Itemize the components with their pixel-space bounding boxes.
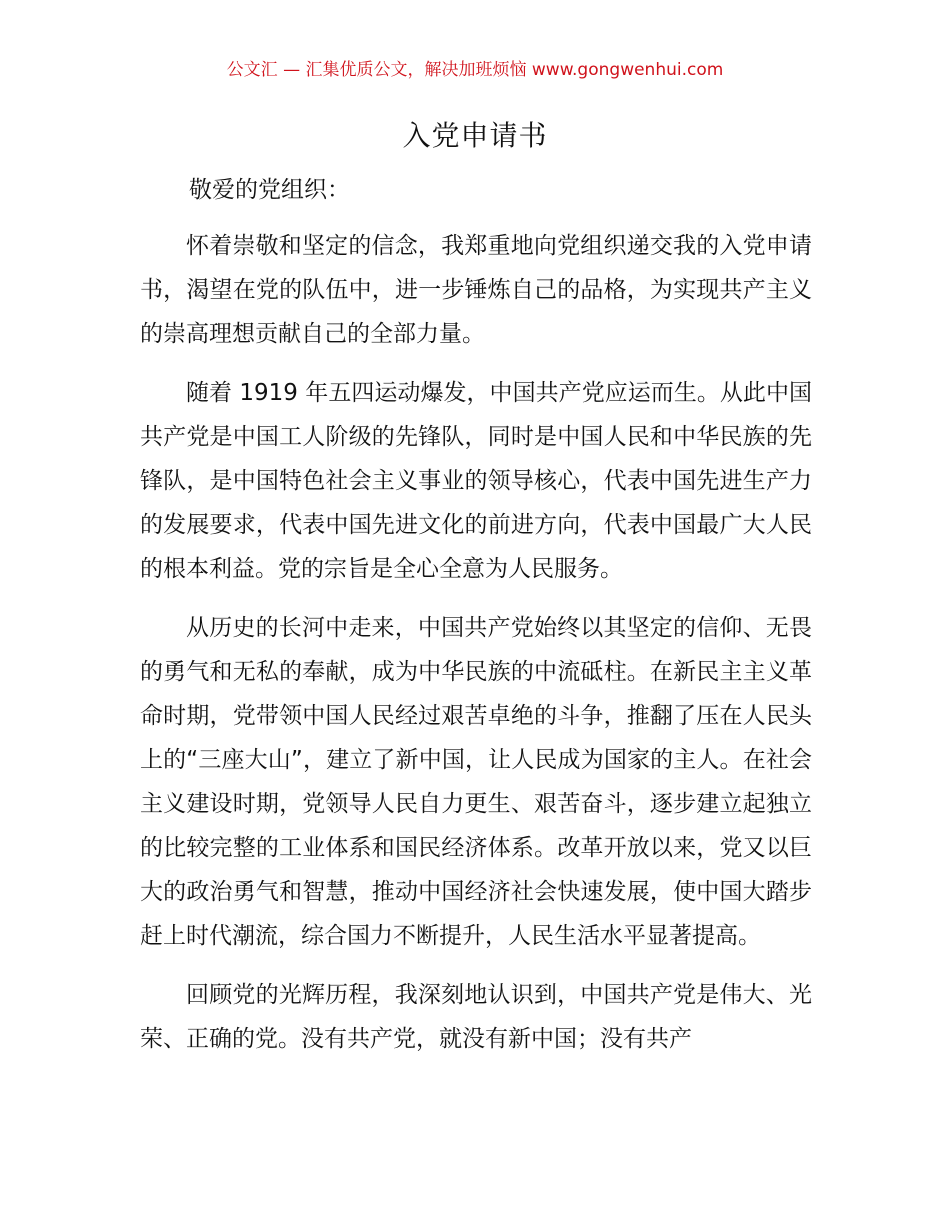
paragraph-3: 从历史的长河中走来，中国共产党始终以其坚定的信仰、无畏的勇气和无私的奉献，成为中华民族的中流砥柱。在新民主主义革命时期，党带领中国人民经过艰苦卓绝的斗争，推翻了压在人民头上的“三座大山”，建立了新中国，让人民成为国家的主人。在社会主义建设时期，党领导人民自力更生、艰苦奋斗，逐步建立起独立的比较完整的工业体系和国民经济体系。改革开放以来，党又以巨大的政治勇气和智慧，推动中国经济社会快速发展，使中国大踏步赶上时代潮流，综合国力不断提升，人民生活水平显著提高。 [140,615,812,949]
document-body [140,224,812,1076]
salutation: 敬爱的党组织： [189,177,350,203]
paragraph-1: 怀着崇敬和坚定的信念，我郑重地向党组织递交我的入党申请书，渴望在党的队伍中，进一步锤炼自己的品格，为实现共产主义的崇高理想贡献自己的全部力量。 [140,233,812,347]
document-title: 入党申请书 [402,119,548,152]
paragraph-4: 回顾党的光辉历程，我深刻地认识到，中国共产党是伟大、光荣、正确的党。没有共产党，就没有新中国；没有共产 [140,982,812,1052]
site-banner: 公文汇 — 汇集优质公文，解决加班烦恼 www.gongwenhui.com [226,60,724,80]
paragraph-2: 随着 1919 年五四运动爆发，中国共产党应运而生。从此中国共产党是中国工人阶级的先锋队，同时是中国人民和中华民族的先锋队，是中国特色社会主义事业的领导核心，代表中国先进生产力的发展要求，代表中国先进文化的前进方向，代表中国最广大人民的根本利益。党的宗旨是全心全意为人民服务。 [140,380,812,582]
